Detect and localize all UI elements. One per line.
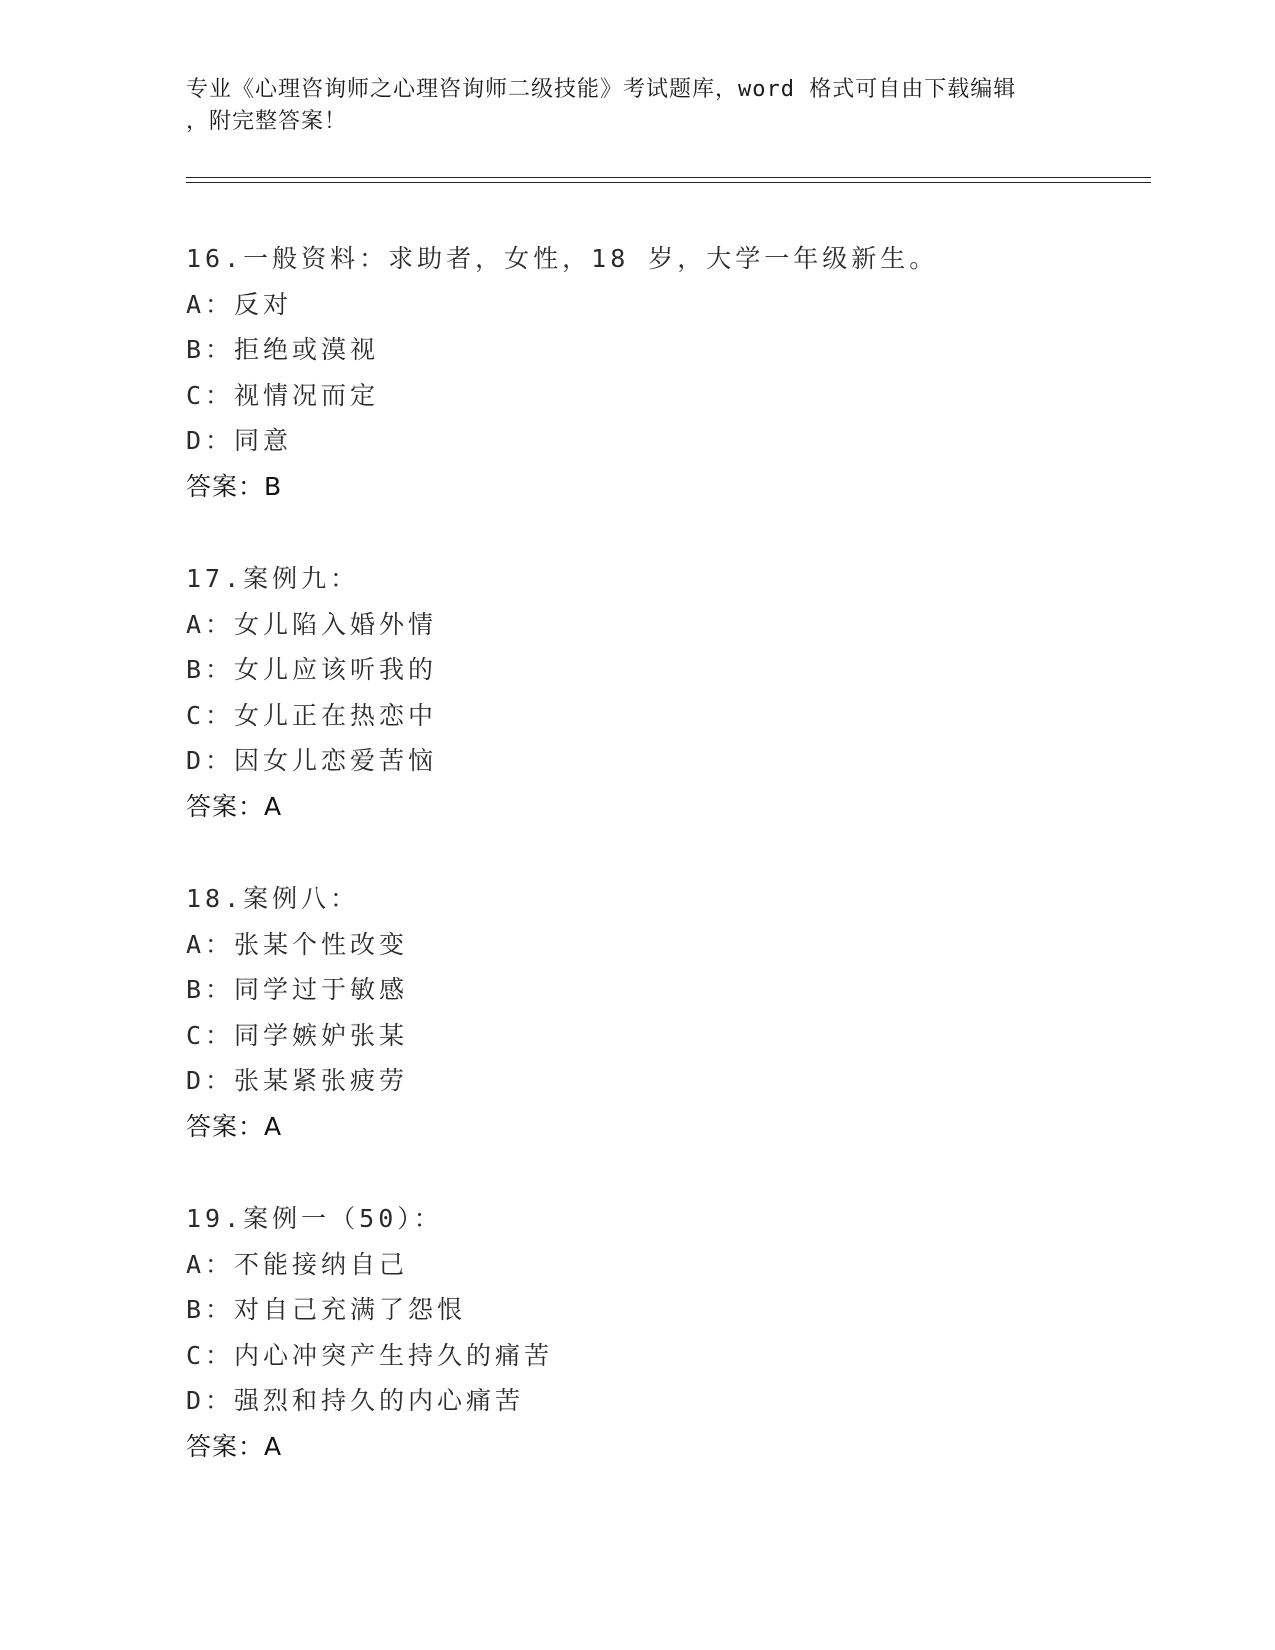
question-stem: 18.案例八： bbox=[186, 884, 360, 913]
option-b: B：同学过于敏感 bbox=[186, 975, 409, 1004]
option-d: D：张某紧张疲劳 bbox=[186, 1066, 409, 1095]
option-b: B：拒绝或漠视 bbox=[186, 335, 380, 364]
question-17 bbox=[186, 556, 1146, 829]
option-d: D：强烈和持久的内心痛苦 bbox=[186, 1386, 525, 1415]
question-list bbox=[186, 236, 1146, 1516]
option-a: A：不能接纳自己 bbox=[186, 1249, 409, 1279]
question-stem: 17.案例九： bbox=[186, 564, 360, 593]
option-c: C：同学嫉妒张某 bbox=[186, 1020, 409, 1050]
option-c: C：女儿正在热恋中 bbox=[186, 700, 438, 730]
option-a: A：女儿陷入婚外情 bbox=[186, 609, 438, 639]
header-divider-bottom bbox=[186, 182, 1151, 183]
option-c: C：视情况而定 bbox=[186, 380, 380, 410]
option-d: D：因女儿恋爱苦恼 bbox=[186, 746, 438, 775]
header-divider-top bbox=[186, 177, 1151, 178]
option-a: A：张某个性改变 bbox=[186, 929, 409, 959]
question-19 bbox=[186, 1196, 1146, 1469]
answer-key: 答案：B bbox=[186, 471, 283, 501]
question-16 bbox=[186, 236, 1146, 509]
answer-key: 答案：A bbox=[186, 1111, 283, 1141]
option-b: B：对自己充满了怨恨 bbox=[186, 1295, 467, 1324]
answer-key: 答案：A bbox=[186, 1431, 283, 1461]
option-a: A：反对 bbox=[186, 289, 293, 319]
question-stem: 16.一般资料：求助者，女性，18 岁，大学一年级新生。 bbox=[186, 244, 939, 273]
question-18 bbox=[186, 876, 1146, 1149]
option-b: B：女儿应该听我的 bbox=[186, 655, 438, 684]
answer-key: 答案：A bbox=[186, 791, 283, 821]
option-d: D：同意 bbox=[186, 426, 293, 455]
header-line-2: ，附完整答案！ bbox=[186, 109, 348, 134]
question-stem: 19.案例一（50）： bbox=[186, 1204, 443, 1233]
document-header bbox=[186, 74, 1066, 138]
option-c: C：内心冲突产生持久的痛苦 bbox=[186, 1340, 554, 1370]
header-line-1: 专业《心理咨询师之心理咨询师二级技能》考试题库，word 格式可自由下载编辑 bbox=[186, 77, 1017, 102]
